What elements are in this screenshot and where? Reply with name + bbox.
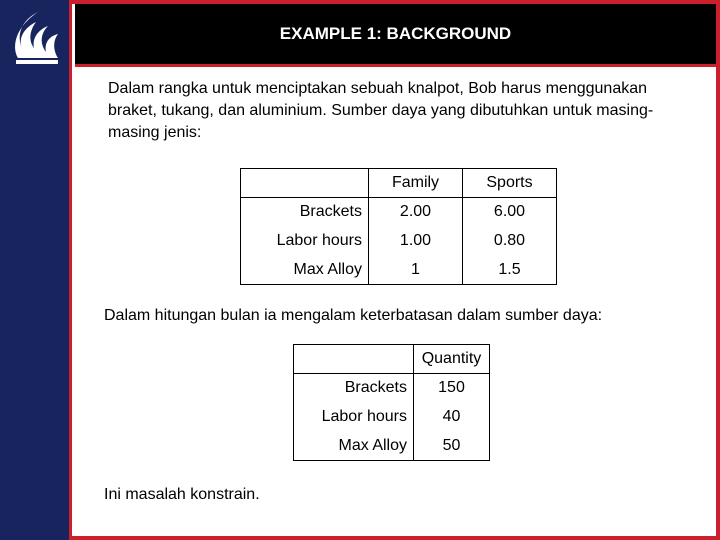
family-value: 1 xyxy=(369,256,463,285)
sports-value: 6.00 xyxy=(463,198,557,227)
row-label: Max Alloy xyxy=(241,256,369,285)
row-label: Brackets xyxy=(241,198,369,227)
quantity-value: 150 xyxy=(414,374,490,403)
quantity-table xyxy=(293,344,490,461)
right-accent-line xyxy=(716,0,720,540)
table-header-row xyxy=(241,169,557,198)
quantity-value: 50 xyxy=(414,432,490,461)
header-cell xyxy=(294,345,414,374)
slide-title: EXAMPLE 1: BACKGROUND xyxy=(75,4,716,64)
requirements-table xyxy=(240,168,557,285)
table-row xyxy=(294,432,490,461)
row-label: Labor hours xyxy=(294,403,414,432)
row-label: Labor hours xyxy=(241,227,369,256)
flame-logo-icon xyxy=(8,8,64,66)
sidebar xyxy=(0,0,72,540)
family-value: 1.00 xyxy=(369,227,463,256)
header-cell xyxy=(241,169,369,198)
family-value: 2.00 xyxy=(369,198,463,227)
sports-value: 1.5 xyxy=(463,256,557,285)
intro-paragraph: Dalam rangka untuk menciptakan sebuah knalpot, Bob harus menggunakan braket, tukang, dan aluminium. Sumber daya yang dibutuhkan untuk masing-masing jenis: xyxy=(108,80,654,141)
header-cell-family: Family xyxy=(369,169,463,198)
quantity-value: 40 xyxy=(414,403,490,432)
row-label: Brackets xyxy=(294,374,414,403)
table-row xyxy=(241,227,557,256)
title-underline xyxy=(75,64,716,67)
row-label: Max Alloy xyxy=(294,432,414,461)
sports-value: 0.80 xyxy=(463,227,557,256)
table-row xyxy=(294,374,490,403)
header-cell-quantity: Quantity xyxy=(414,345,490,374)
table-row xyxy=(241,198,557,227)
header-cell-sports: Sports xyxy=(463,169,557,198)
closing-paragraph: Ini masalah konstrain. xyxy=(104,486,260,503)
constraint-paragraph: Dalam hitungan bulan ia mengalam keterbatasan dalam sumber daya: xyxy=(104,307,603,324)
bottom-accent-line xyxy=(72,536,720,540)
table-header-row xyxy=(294,345,490,374)
table-row xyxy=(241,256,557,285)
table-row xyxy=(294,403,490,432)
